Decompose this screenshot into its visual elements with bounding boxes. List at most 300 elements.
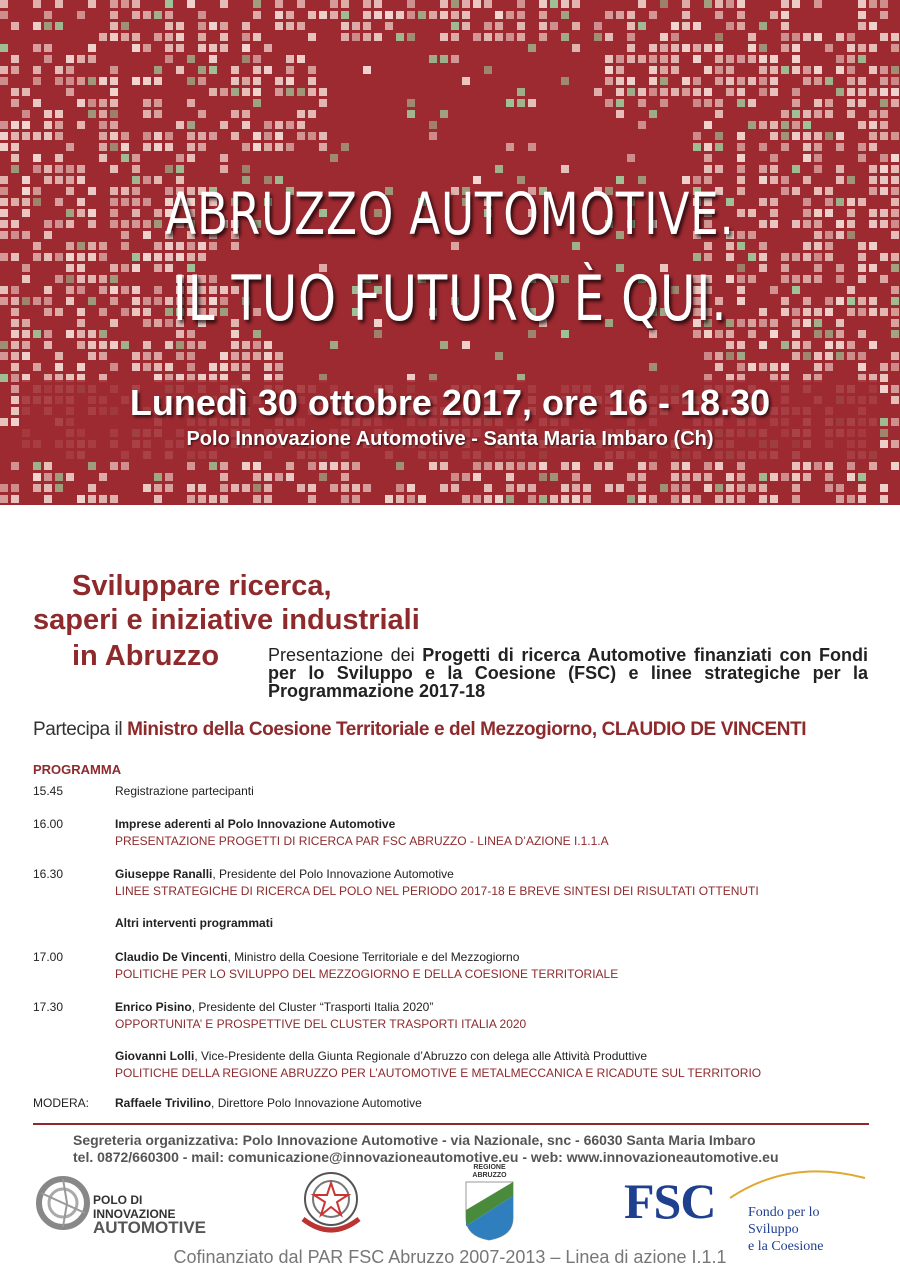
mosaic-tile bbox=[649, 44, 657, 52]
mosaic-tile bbox=[726, 88, 734, 96]
mosaic-tile bbox=[110, 341, 118, 349]
mosaic-tile bbox=[825, 77, 833, 85]
mosaic-tile bbox=[682, 11, 690, 19]
mosaic-tile bbox=[814, 319, 822, 327]
programme-desc: , Ministro della Coesione Territoriale e del Mezzogiorno bbox=[227, 950, 520, 964]
mosaic-tile bbox=[715, 484, 723, 492]
mosaic-tile bbox=[77, 11, 85, 19]
programme-time: 17.00 bbox=[33, 950, 64, 964]
mosaic-tile bbox=[517, 0, 525, 8]
mosaic-tile bbox=[891, 99, 899, 107]
mosaic-tile bbox=[869, 209, 877, 217]
mosaic-tile bbox=[770, 55, 778, 63]
mosaic-tile bbox=[726, 55, 734, 63]
mosaic-tile bbox=[473, 33, 481, 41]
mosaic-tile bbox=[572, 44, 580, 52]
presentation-text bbox=[268, 646, 868, 700]
mosaic-tile bbox=[88, 341, 96, 349]
mosaic-tile bbox=[638, 55, 646, 63]
mosaic-tile bbox=[88, 209, 96, 217]
mosaic-tile bbox=[33, 198, 41, 206]
mosaic-tile bbox=[440, 0, 448, 8]
mosaic-tile bbox=[693, 473, 701, 481]
mosaic-tile bbox=[88, 484, 96, 492]
mosaic-tile bbox=[737, 77, 745, 85]
mosaic-tile bbox=[11, 374, 19, 382]
mosaic-tile bbox=[77, 319, 85, 327]
mosaic-tile bbox=[165, 33, 173, 41]
mosaic-tile bbox=[231, 132, 239, 140]
mosaic-tile bbox=[770, 88, 778, 96]
mosaic-tile bbox=[671, 66, 679, 74]
mosaic-tile bbox=[88, 77, 96, 85]
mosaic-tile bbox=[297, 132, 305, 140]
mosaic-tile bbox=[704, 143, 712, 151]
mosaic-tile bbox=[165, 253, 173, 261]
mosaic-tile bbox=[847, 33, 855, 41]
mosaic-tile bbox=[0, 374, 8, 382]
fsc-acronym: FSC bbox=[624, 1173, 716, 1229]
mosaic-tile bbox=[473, 473, 481, 481]
mosaic-tile bbox=[891, 44, 899, 52]
mosaic-tile bbox=[814, 187, 822, 195]
mosaic-tile bbox=[165, 143, 173, 151]
mosaic-tile bbox=[847, 473, 855, 481]
mosaic-tile bbox=[110, 0, 118, 8]
programme-text bbox=[115, 999, 875, 1015]
mosaic-tile bbox=[341, 0, 349, 8]
programme-text bbox=[115, 783, 875, 799]
mosaic-tile bbox=[440, 341, 448, 349]
mosaic-tile bbox=[781, 0, 789, 8]
mosaic-tile bbox=[396, 11, 404, 19]
mosaic-tile bbox=[132, 352, 140, 360]
mosaic-tile bbox=[825, 231, 833, 239]
mosaic-tile bbox=[594, 33, 602, 41]
mosaic-tile bbox=[275, 143, 283, 151]
partecipa-line bbox=[33, 719, 806, 741]
mosaic-tile bbox=[154, 11, 162, 19]
mosaic-tile bbox=[638, 462, 646, 470]
mosaic-tile bbox=[671, 55, 679, 63]
mosaic-tile bbox=[517, 22, 525, 30]
mosaic-tile bbox=[616, 11, 624, 19]
mosaic-tile bbox=[858, 99, 866, 107]
mosaic-tile bbox=[638, 473, 646, 481]
mosaic-tile bbox=[627, 77, 635, 85]
mosaic-tile bbox=[858, 352, 866, 360]
mosaic-tile bbox=[803, 308, 811, 316]
mosaic-tile bbox=[132, 363, 140, 371]
mosaic-tile bbox=[891, 352, 899, 360]
mosaic-tile bbox=[792, 132, 800, 140]
mosaic-tile bbox=[77, 165, 85, 173]
mosaic-tile bbox=[0, 0, 8, 8]
mosaic-tile bbox=[253, 495, 261, 503]
mosaic-tile bbox=[275, 121, 283, 129]
mosaic-tile bbox=[319, 473, 327, 481]
mosaic-tile bbox=[869, 110, 877, 118]
cofinanced-note: Cofinanziato dal PAR FSC Abruzzo 2007-2013 – Linea di azione I.1.1 bbox=[173, 1247, 727, 1267]
mosaic-tile bbox=[550, 22, 558, 30]
mosaic-tile bbox=[561, 77, 569, 85]
mosaic-tile bbox=[143, 44, 151, 52]
mosaic-tile bbox=[781, 33, 789, 41]
programme-text bbox=[115, 816, 875, 832]
mosaic-tile bbox=[286, 22, 294, 30]
mosaic-tile bbox=[220, 484, 228, 492]
mosaic-tile bbox=[737, 154, 745, 162]
mosaic-tile bbox=[682, 44, 690, 52]
mosaic-tile bbox=[0, 484, 8, 492]
mosaic-tile bbox=[242, 341, 250, 349]
programme-time: 16.30 bbox=[33, 867, 64, 881]
mosaic-tile bbox=[759, 363, 767, 371]
mosaic-tile bbox=[825, 110, 833, 118]
mosaic-tile bbox=[748, 99, 756, 107]
mosaic-tile bbox=[715, 33, 723, 41]
mosaic-tile bbox=[110, 11, 118, 19]
mosaic-tile bbox=[77, 77, 85, 85]
mosaic-tile bbox=[627, 55, 635, 63]
mosaic-tile bbox=[11, 495, 19, 503]
mosaic-tile bbox=[869, 341, 877, 349]
mosaic-tile bbox=[319, 88, 327, 96]
mosaic-tile bbox=[836, 484, 844, 492]
mosaic-tile bbox=[44, 473, 52, 481]
mosaic-tile bbox=[110, 495, 118, 503]
mosaic-tile bbox=[880, 308, 888, 316]
mosaic-tile bbox=[242, 484, 250, 492]
mosaic-tile bbox=[44, 220, 52, 228]
mosaic-tile bbox=[792, 484, 800, 492]
mosaic-tile bbox=[55, 0, 63, 8]
mosaic-tile bbox=[407, 110, 415, 118]
mosaic-tile bbox=[869, 176, 877, 184]
mosaic-tile bbox=[891, 33, 899, 41]
mosaic-tile bbox=[880, 154, 888, 162]
mosaic-tile bbox=[660, 99, 668, 107]
mosaic-tile bbox=[99, 99, 107, 107]
mosaic-tile bbox=[253, 143, 261, 151]
mosaic-tile bbox=[869, 462, 877, 470]
mosaic-tile bbox=[209, 22, 217, 30]
mosaic-tile bbox=[242, 33, 250, 41]
mosaic-tile bbox=[561, 11, 569, 19]
mosaic-tile bbox=[88, 462, 96, 470]
mosaic-tile bbox=[781, 11, 789, 19]
mosaic-tile bbox=[715, 352, 723, 360]
mosaic-tile bbox=[33, 154, 41, 162]
mosaic-tile bbox=[803, 77, 811, 85]
mosaic-tile bbox=[297, 110, 305, 118]
mosaic-tile bbox=[319, 99, 327, 107]
mosaic-tile bbox=[495, 33, 503, 41]
mosaic-tile bbox=[847, 110, 855, 118]
mosaic-tile bbox=[748, 77, 756, 85]
mosaic-tile bbox=[176, 22, 184, 30]
mosaic-tile bbox=[209, 44, 217, 52]
mosaic-tile bbox=[11, 297, 19, 305]
mosaic-tile bbox=[242, 110, 250, 118]
mosaic-tile bbox=[781, 473, 789, 481]
programme-topic: LINEE STRATEGICHE DI RICERCA DEL POLO NEL PERIODO 2017-18 E BREVE SINTESI DEI RISULTATI OTTENUTI bbox=[115, 884, 759, 898]
mosaic-tile bbox=[759, 55, 767, 63]
mosaic-tile bbox=[627, 473, 635, 481]
mosaic-tile bbox=[220, 352, 228, 360]
mosaic-tile bbox=[759, 77, 767, 85]
mosaic-tile bbox=[847, 297, 855, 305]
mosaic-tile bbox=[671, 473, 679, 481]
mosaic-tile bbox=[858, 264, 866, 272]
mosaic-tile bbox=[539, 11, 547, 19]
mosaic-tile bbox=[462, 22, 470, 30]
programme-topic: OPPORTUNITA’ E PROSPETTIVE DEL CLUSTER TRASPORTI ITALIA 2020 bbox=[115, 1017, 527, 1031]
mosaic-tile bbox=[770, 473, 778, 481]
mosaic-tile bbox=[77, 275, 85, 283]
mosaic-tile bbox=[726, 253, 734, 261]
mosaic-tile bbox=[121, 143, 129, 151]
mosaic-tile bbox=[880, 275, 888, 283]
mosaic-tile bbox=[858, 11, 866, 19]
mosaic-tile bbox=[363, 484, 371, 492]
mosaic-tile bbox=[99, 121, 107, 129]
gear-wheel-icon bbox=[33, 1173, 93, 1233]
mosaic-tile bbox=[561, 462, 569, 470]
mosaic-tile bbox=[616, 66, 624, 74]
mosaic-tile bbox=[572, 495, 580, 503]
mosaic-tile bbox=[440, 484, 448, 492]
mosaic-tile bbox=[352, 495, 360, 503]
mosaic-tile bbox=[814, 99, 822, 107]
mosaic-tile bbox=[484, 462, 492, 470]
mosaic-tile bbox=[55, 473, 63, 481]
mosaic-tile bbox=[154, 473, 162, 481]
minister-role: Ministro della Coesione Territoriale e del Mezzogiorno, bbox=[127, 719, 597, 740]
mosaic-tile bbox=[880, 110, 888, 118]
event-date-time: Lunedì 30 ottobre 2017, ore 16 - 18.30 bbox=[129, 382, 771, 423]
mosaic-tile bbox=[11, 154, 19, 162]
mosaic-tile bbox=[451, 473, 459, 481]
mosaic-tile bbox=[88, 110, 96, 118]
mosaic-tile bbox=[22, 264, 30, 272]
mosaic-tile bbox=[506, 495, 514, 503]
mosaic-tile bbox=[22, 88, 30, 96]
fsc-fullname-line1: Fondo per lo Sviluppo bbox=[748, 1205, 820, 1237]
mosaic-tile bbox=[77, 308, 85, 316]
mosaic-tile bbox=[880, 484, 888, 492]
mosaic-tile bbox=[869, 264, 877, 272]
mosaic-tile bbox=[550, 473, 558, 481]
mosaic-tile bbox=[451, 0, 459, 8]
mosaic-tile bbox=[693, 495, 701, 503]
mosaic-tile bbox=[110, 143, 118, 151]
mosaic-tile bbox=[792, 253, 800, 261]
mosaic-tile bbox=[198, 253, 206, 261]
mosaic-tile bbox=[11, 462, 19, 470]
mosaic-tile bbox=[99, 132, 107, 140]
mosaic-tile bbox=[891, 308, 899, 316]
mosaic-tile bbox=[495, 352, 503, 360]
mosaic-tile bbox=[66, 253, 74, 261]
programme-desc: , Presidente del Polo Innovazione Automotive bbox=[212, 867, 454, 881]
mosaic-tile bbox=[0, 198, 8, 206]
mosaic-tile bbox=[220, 22, 228, 30]
mosaic-tile bbox=[99, 110, 107, 118]
mosaic-tile bbox=[737, 55, 745, 63]
mosaic-tile bbox=[517, 33, 525, 41]
mosaic-tile bbox=[803, 143, 811, 151]
mosaic-tile bbox=[858, 143, 866, 151]
mosaic-tile bbox=[253, 132, 261, 140]
mosaic-tile bbox=[671, 88, 679, 96]
mosaic-tile bbox=[253, 11, 261, 19]
mosaic-tile bbox=[858, 55, 866, 63]
programme-time: 16.00 bbox=[33, 817, 64, 831]
mosaic-tile bbox=[209, 363, 217, 371]
mosaic-tile bbox=[77, 330, 85, 338]
mosaic-tile bbox=[44, 330, 52, 338]
mosaic-tile bbox=[704, 0, 712, 8]
mosaic-tile bbox=[66, 77, 74, 85]
mosaic-tile bbox=[638, 0, 646, 8]
mosaic-tile bbox=[66, 297, 74, 305]
mosaic-tile bbox=[869, 220, 877, 228]
mosaic-tile bbox=[616, 77, 624, 85]
mosaic-tile bbox=[275, 11, 283, 19]
mosaic-tile bbox=[836, 55, 844, 63]
mosaic-tile bbox=[671, 484, 679, 492]
mosaic-tile bbox=[847, 209, 855, 217]
mosaic-tile bbox=[88, 0, 96, 8]
mosaic-tile bbox=[770, 363, 778, 371]
mosaic-tile bbox=[726, 66, 734, 74]
mosaic-tile bbox=[814, 209, 822, 217]
mosaic-tile bbox=[451, 55, 459, 63]
mosaic-tile bbox=[660, 88, 668, 96]
mosaic-tile bbox=[22, 352, 30, 360]
mosaic-tile bbox=[110, 66, 118, 74]
programme-text bbox=[115, 1048, 875, 1064]
mosaic-tile bbox=[836, 319, 844, 327]
mosaic-tile bbox=[429, 11, 437, 19]
mosaic-tile bbox=[715, 55, 723, 63]
mosaic-tile bbox=[869, 132, 877, 140]
mosaic-tile bbox=[825, 209, 833, 217]
mosaic-tile bbox=[781, 110, 789, 118]
mosaic-tile bbox=[11, 253, 19, 261]
mosaic-tile bbox=[77, 55, 85, 63]
mosaic-tile bbox=[77, 286, 85, 294]
mosaic-tile bbox=[847, 231, 855, 239]
programme-desc: , Direttore Polo Innovazione Automotive bbox=[211, 1096, 422, 1110]
mosaic-tile bbox=[176, 154, 184, 162]
mosaic-tile bbox=[253, 77, 261, 85]
mosaic-tile bbox=[0, 187, 8, 195]
mosaic-tile bbox=[495, 462, 503, 470]
mosaic-tile bbox=[627, 22, 635, 30]
mosaic-tile bbox=[880, 77, 888, 85]
mosaic-tile bbox=[814, 77, 822, 85]
mosaic-tile bbox=[77, 121, 85, 129]
mosaic-tile bbox=[187, 341, 195, 349]
mosaic-tile bbox=[396, 484, 404, 492]
mosaic-tile bbox=[649, 88, 657, 96]
mosaic-tile bbox=[341, 143, 349, 151]
mosaic-tile bbox=[132, 44, 140, 52]
mosaic-tile bbox=[484, 33, 492, 41]
mosaic-tile bbox=[253, 341, 261, 349]
mosaic-tile bbox=[396, 495, 404, 503]
mosaic-tile bbox=[495, 165, 503, 173]
mosaic-tile bbox=[869, 297, 877, 305]
mosaic-tile bbox=[649, 11, 657, 19]
mosaic-tile bbox=[77, 363, 85, 371]
mosaic-tile bbox=[704, 121, 712, 129]
mosaic-tile bbox=[55, 77, 63, 85]
mosaic-tile bbox=[792, 33, 800, 41]
mosaic-tile bbox=[99, 33, 107, 41]
mosaic-tile bbox=[264, 495, 272, 503]
mosaic-tile bbox=[792, 165, 800, 173]
mosaic-tile bbox=[858, 88, 866, 96]
mosaic-tile bbox=[385, 495, 393, 503]
mosaic-tile bbox=[704, 253, 712, 261]
mosaic-tile bbox=[297, 121, 305, 129]
mosaic-tile bbox=[484, 66, 492, 74]
mosaic-tile bbox=[825, 198, 833, 206]
mosaic-tile bbox=[0, 66, 8, 74]
mosaic-tile bbox=[198, 132, 206, 140]
mosaic-tile bbox=[22, 187, 30, 195]
mosaic-tile bbox=[297, 55, 305, 63]
mosaic-tile bbox=[110, 363, 118, 371]
mosaic-tile bbox=[0, 352, 8, 360]
mosaic-tile bbox=[682, 22, 690, 30]
mosaic-tile bbox=[803, 110, 811, 118]
mosaic-tile bbox=[737, 22, 745, 30]
mosaic-tile bbox=[858, 154, 866, 162]
mosaic-tile bbox=[242, 165, 250, 173]
mosaic-tile bbox=[572, 0, 580, 8]
mosaic-tile bbox=[385, 22, 393, 30]
mosaic-tile bbox=[880, 88, 888, 96]
mosaic-tile bbox=[451, 22, 459, 30]
mosaic-tile bbox=[847, 352, 855, 360]
mosaic-tile bbox=[715, 132, 723, 140]
mosaic-tile bbox=[264, 484, 272, 492]
mosaic-tile bbox=[495, 22, 503, 30]
mosaic-tile bbox=[275, 132, 283, 140]
header-banner bbox=[0, 0, 900, 505]
mosaic-tile bbox=[187, 99, 195, 107]
programme-speaker: Giovanni Lolli bbox=[115, 1049, 195, 1063]
mosaic-tile bbox=[759, 88, 767, 96]
mosaic-tile bbox=[319, 11, 327, 19]
mosaic-tile bbox=[858, 297, 866, 305]
mosaic-tile bbox=[341, 495, 349, 503]
mosaic-tile bbox=[825, 341, 833, 349]
mosaic-tile bbox=[341, 462, 349, 470]
mosaic-tile bbox=[693, 22, 701, 30]
regione-label-2: ABRUZZO bbox=[472, 1172, 507, 1179]
mosaic-tile bbox=[649, 110, 657, 118]
mosaic-tile bbox=[44, 286, 52, 294]
mosaic-tile bbox=[759, 44, 767, 52]
mosaic-tile bbox=[66, 55, 74, 63]
mosaic-tile bbox=[803, 33, 811, 41]
mosaic-tile bbox=[253, 352, 261, 360]
